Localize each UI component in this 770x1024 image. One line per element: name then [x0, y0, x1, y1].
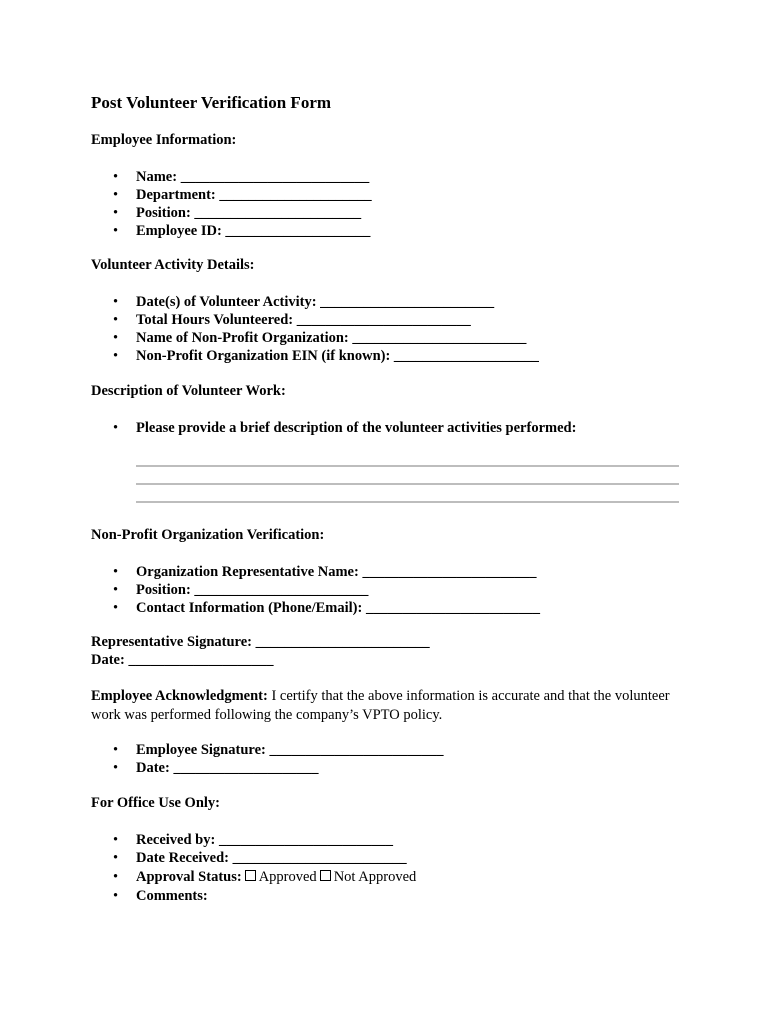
employee-id-field[interactable]: Employee ID: ____________________ — [136, 223, 371, 239]
bullet-icon: • — [113, 600, 119, 616]
office-heading: For Office Use Only: — [91, 795, 220, 811]
employee-department-field[interactable]: Department: _____________________ — [136, 187, 372, 203]
acknowledgment-label: Employee Acknowledgment: — [91, 688, 268, 704]
received-by-field[interactable]: Received by: ________________________ — [136, 832, 393, 848]
list-item — [0, 599, 540, 617]
comments-field[interactable]: Comments: — [136, 888, 208, 904]
bullet-icon: • — [113, 582, 119, 598]
employee-info-heading: Employee Information: — [91, 132, 237, 148]
list-item — [0, 867, 416, 887]
employee-name-field[interactable]: Name: __________________________ — [136, 169, 370, 185]
activity-list — [0, 293, 539, 365]
office-list — [0, 831, 416, 905]
representative-position-field[interactable]: Position: ________________________ — [136, 582, 369, 598]
page-title: Post Volunteer Verification Form — [91, 93, 332, 112]
bullet-icon: • — [113, 223, 119, 239]
list-item — [0, 204, 372, 222]
bullet-icon: • — [113, 330, 119, 346]
bullet-icon: • — [113, 312, 119, 328]
nonprofit-name-field[interactable]: Name of Non-Profit Organization: ________________________ — [136, 330, 527, 346]
description-line[interactable] — [136, 501, 679, 503]
bullet-icon: • — [113, 564, 119, 580]
verification-list — [0, 563, 540, 617]
bullet-icon: • — [113, 348, 119, 364]
verification-heading: Non-Profit Organization Verification: — [91, 527, 325, 543]
approved-label: Approved — [258, 869, 317, 885]
list-item — [0, 186, 372, 204]
bullet-icon: • — [113, 169, 119, 185]
acknowledgment-list — [0, 741, 443, 777]
list-item — [0, 293, 539, 311]
representative-signature-field[interactable]: Representative Signature: ________________________ — [91, 634, 430, 650]
representative-name-field[interactable]: Organization Representative Name: ________________________ — [136, 564, 537, 580]
description-list — [0, 419, 576, 437]
list-item — [0, 347, 539, 365]
bullet-icon: • — [113, 742, 119, 758]
date-received-field[interactable]: Date Received: ________________________ — [136, 850, 407, 866]
employee-position-field[interactable]: Position: _______________________ — [136, 205, 362, 221]
list-item — [0, 581, 540, 599]
acknowledgment-text: I certify that the above information is accurate and that the volunteer work was performed following the company’s VPTO policy. — [91, 688, 670, 723]
bullet-icon: • — [113, 832, 119, 848]
bullet-icon: • — [113, 187, 119, 203]
list-item — [0, 168, 372, 186]
activity-dates-field[interactable]: Date(s) of Volunteer Activity: ________________________ — [136, 294, 495, 310]
activity-heading: Volunteer Activity Details: — [91, 257, 255, 273]
list-item — [0, 329, 539, 347]
approval-status-label: Approval Status: — [136, 869, 242, 885]
bullet-icon: • — [113, 760, 119, 776]
nonprofit-ein-field[interactable]: Non-Profit Organization EIN (if known): ____________________ — [136, 348, 539, 364]
not-approved-checkbox[interactable] — [320, 870, 331, 881]
description-heading: Description of Volunteer Work: — [91, 383, 286, 399]
list-item — [0, 831, 416, 849]
list-item — [0, 759, 443, 777]
bullet-icon: • — [113, 850, 119, 866]
description-line[interactable] — [136, 483, 679, 485]
list-item — [0, 311, 539, 329]
description-line[interactable] — [136, 465, 679, 467]
total-hours-field[interactable]: Total Hours Volunteered: ________________________ — [136, 312, 471, 328]
approved-checkbox[interactable] — [245, 870, 256, 881]
list-item — [0, 741, 443, 759]
list-item — [0, 887, 416, 905]
employee-info-list — [0, 168, 372, 240]
bullet-icon: • — [113, 888, 119, 904]
list-item — [0, 563, 540, 581]
contact-info-field[interactable]: Contact Information (Phone/Email): ________________________ — [136, 600, 540, 616]
representative-date-field[interactable]: Date: ____________________ — [91, 652, 274, 668]
bullet-icon: • — [113, 420, 119, 436]
list-item — [0, 849, 416, 867]
bullet-icon: • — [113, 294, 119, 310]
employee-date-field[interactable]: Date: ____________________ — [136, 760, 319, 776]
list-item — [0, 419, 576, 437]
description-prompt: Please provide a brief description of the volunteer activities performed: — [136, 420, 577, 436]
acknowledgment-paragraph — [91, 687, 691, 725]
not-approved-label: Not Approved — [333, 869, 417, 885]
list-item — [0, 222, 372, 240]
bullet-icon: • — [113, 869, 119, 885]
bullet-icon: • — [113, 205, 119, 221]
employee-signature-field[interactable]: Employee Signature: ________________________ — [136, 742, 444, 758]
